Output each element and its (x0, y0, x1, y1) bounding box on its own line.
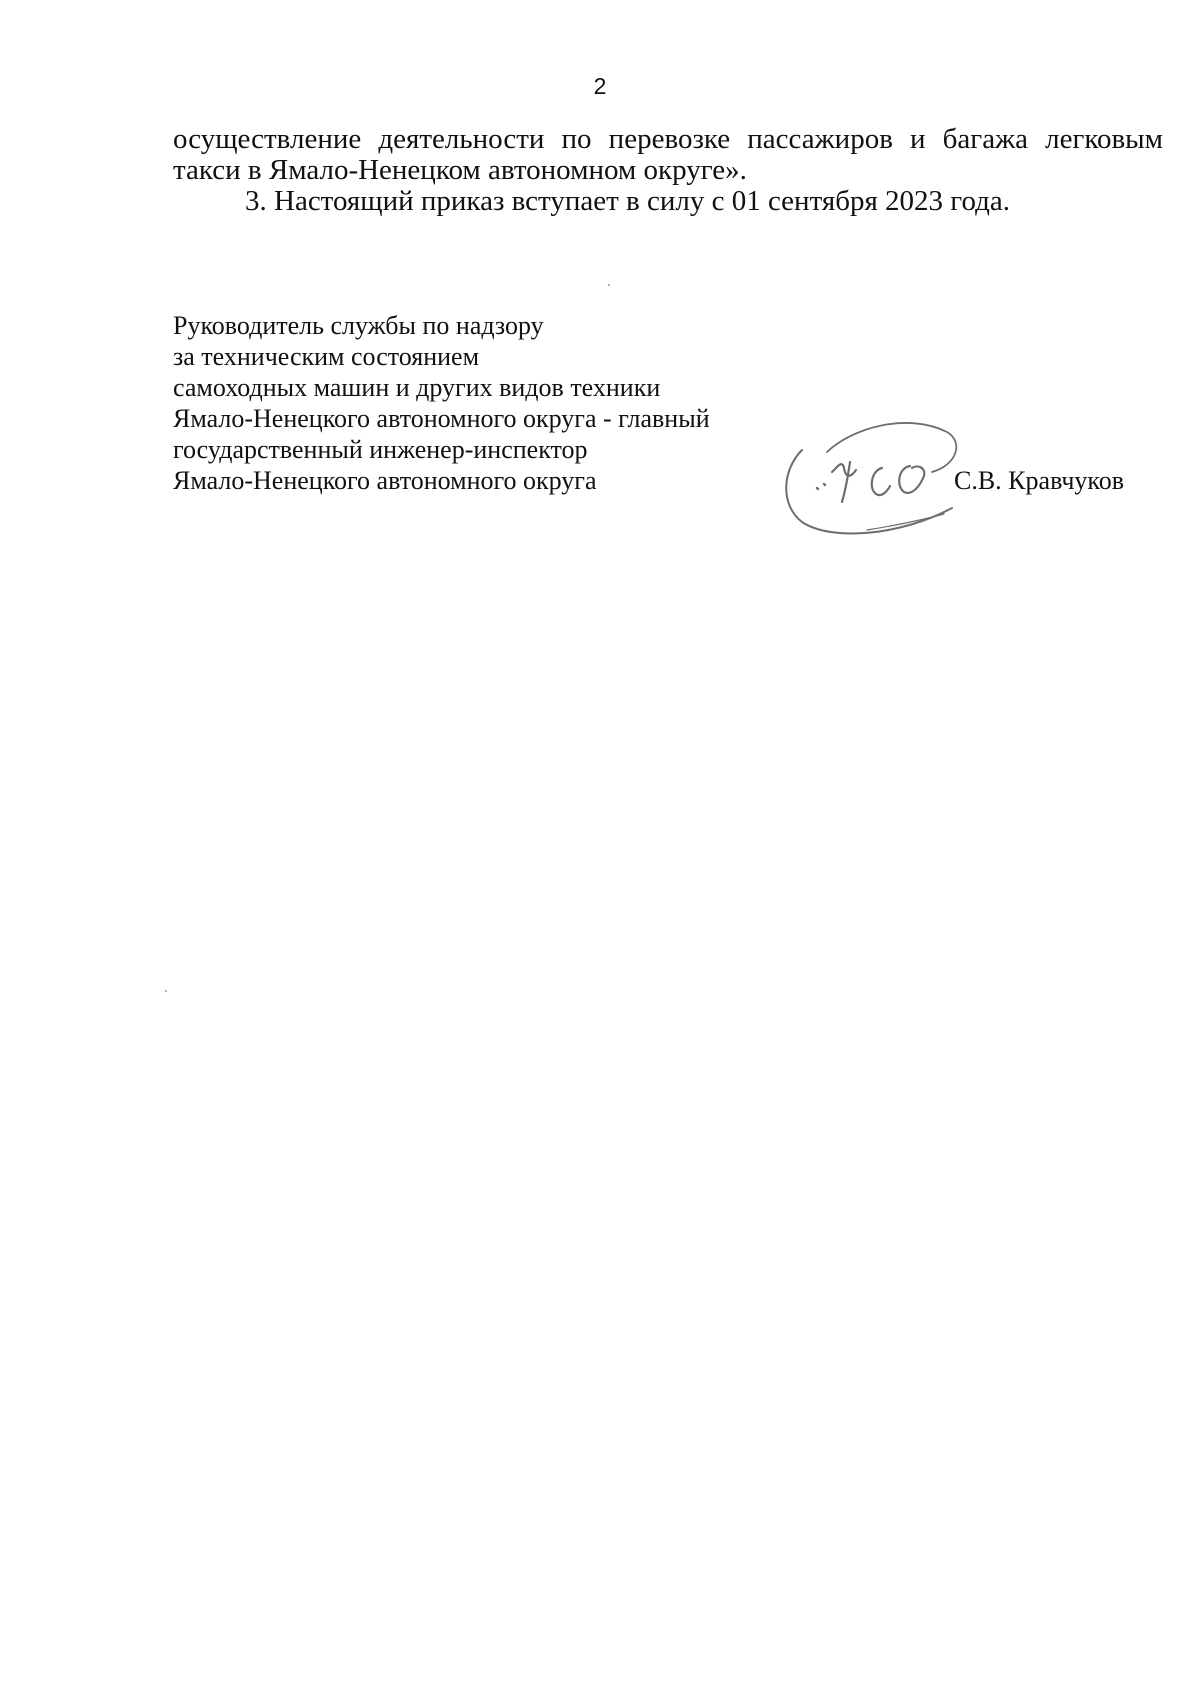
paragraph-continuation: осуществление деятельности по перевозке пассажиров и багажа легковым такси в Ямало-Ненецком автономном округе». (173, 123, 1163, 186)
position-line: Руководитель службы по надзору (173, 311, 544, 340)
paragraph-3: 3. Настоящий приказ вступает в силу с 01 сентября 2023 года. (245, 185, 1011, 217)
signer-name: С.В. Кравчуков (954, 466, 1125, 495)
scan-speck (165, 990, 167, 992)
position-line: государственный инженер-инспектор (173, 435, 588, 464)
position-line: Ямало-Ненецкого автономного округа - главный (173, 404, 710, 433)
signatory-position (173, 310, 793, 496)
position-line: самоходных машин и других видов техники (173, 373, 661, 402)
signature-strokes (786, 423, 956, 534)
position-line: за техническим состоянием (173, 342, 480, 371)
handwritten-signature (772, 410, 972, 550)
document-body (173, 124, 1163, 217)
position-line: Ямало-Ненецкого автономного округа (173, 466, 597, 495)
page-number: 2 (593, 73, 607, 99)
scan-speck (608, 284, 610, 286)
